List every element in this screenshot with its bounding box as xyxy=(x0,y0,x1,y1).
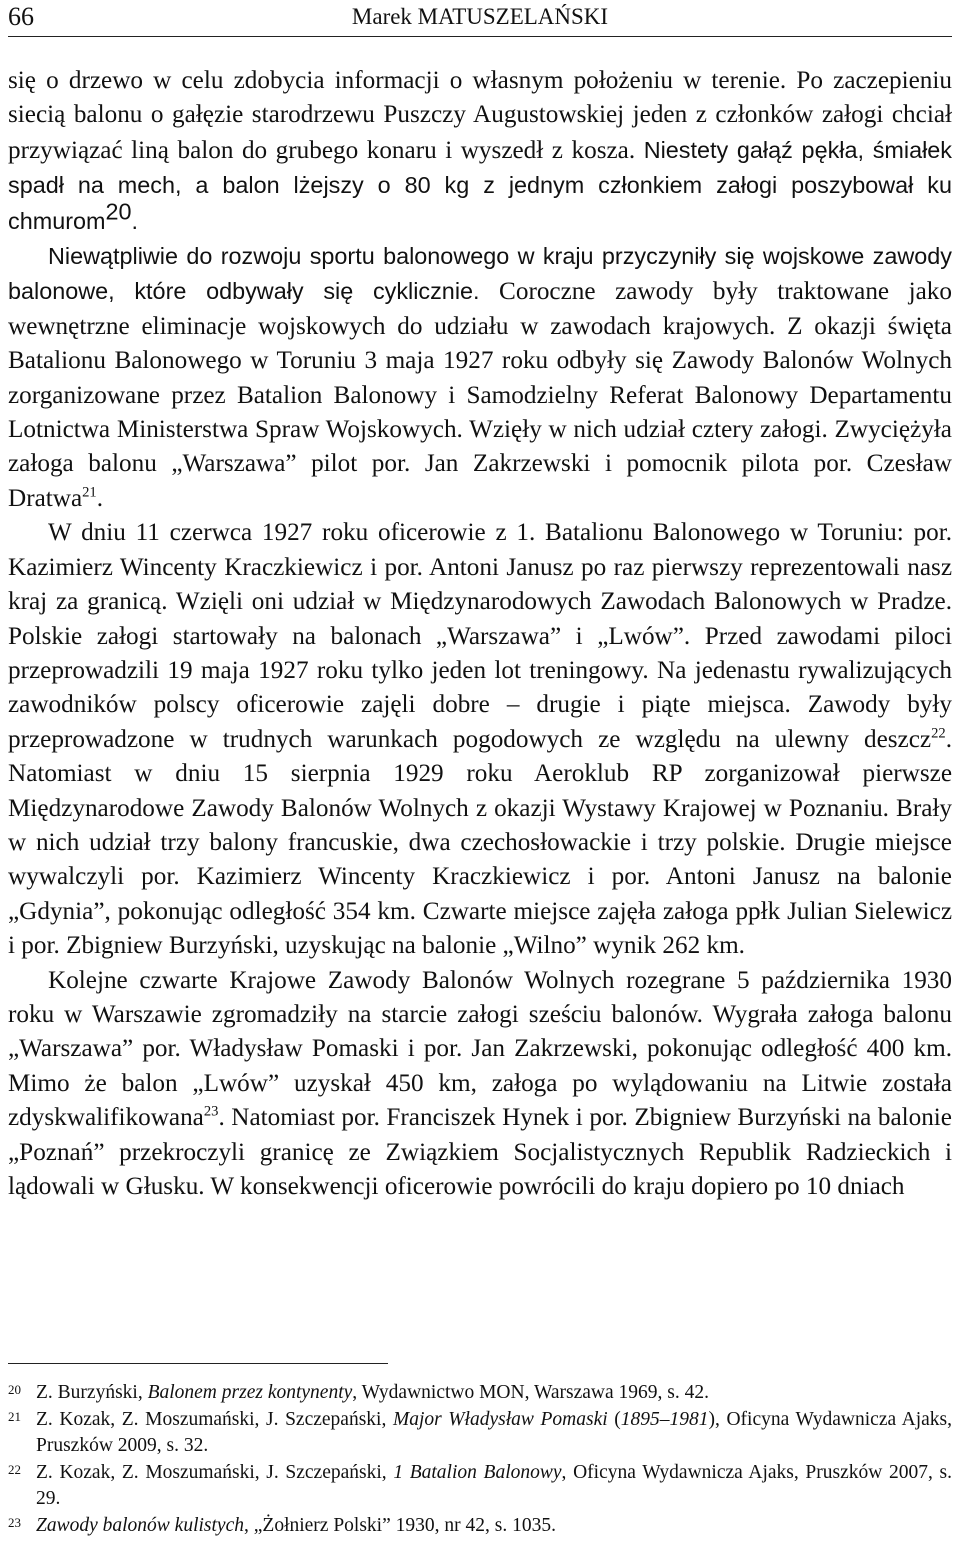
footnote-author: Z. Burzyński, xyxy=(36,1382,148,1403)
footnote-22 xyxy=(8,1460,952,1513)
footnote-number: 21 xyxy=(8,1408,21,1424)
footnote-rest: , Wydawnictwo MON, Warszawa 1969, s. 42. xyxy=(352,1382,709,1403)
footnote-mid: ( xyxy=(607,1408,621,1430)
paragraph-2 xyxy=(8,239,952,516)
footnote-20 xyxy=(8,1380,952,1407)
footnote-ref-20: 20 xyxy=(105,198,132,225)
footnote-rest: , Oficyna Wydawnicza Ajaks, Pruszków 2007, s. 29. xyxy=(36,1461,952,1509)
footnote-title: 1 Batalion Balonowy xyxy=(393,1461,562,1483)
paragraph-3 xyxy=(8,516,952,963)
footnote-number: 22 xyxy=(8,1461,21,1477)
footnote-ref-23: 23 xyxy=(203,1103,219,1120)
paragraph-3-text-b: . Natomiast w dniu 15 sierpnia 1929 roku Aeroklub RP zorganizował pierwsze Międzynarodowe Zawody Balonów Wolnych z okazji Wystawy Krajowej w Poznaniu. Brały w nich udział trzy balony francuskie, dwa czechosłowackie i trzy polskie. Drugie miejsce wywalczyli por. Kazimierz Wincenty Kraczkiewicz i por. Antoni Janusz na balonie „Gdynia”, pokonując odległość 354 km. Czwarte miejsce zajęła załoga ppłk Julian Sielewicz i por. Zbigniew Burzyński, uzyskując na balonie „Wilno” wynik 262 km. xyxy=(8,725,952,960)
footnote-title-dates: 1895–1981 xyxy=(620,1408,709,1430)
footnote-number: 20 xyxy=(8,1382,21,1397)
footnote-23 xyxy=(8,1513,952,1540)
footnotes xyxy=(8,1380,952,1539)
footnote-rest: ), Oficyna Wydawnicza Ajaks, Pruszków 2009, s. 32. xyxy=(36,1408,953,1456)
footnote-title: Major Władysław Pomaski xyxy=(392,1408,608,1430)
page-number: 66 xyxy=(8,2,34,31)
paragraph-4-text-a: Kolejne czwarte Krajowe Zawody Balonów Wolnych rozegrane 5 października 1930 roku w Warszawie zgromadziły na starcie załogi sześciu balonów. Wygrała załoga balonu „Warszawa” por. Władysław Pomaski i por. Jan Zakrzewski, pokonując odległość 400 km. Mimo że balon „Lwów” uzyskał 450 km, załoga po wylądowaniu na Litwie została zdyskwalifikowana xyxy=(8,966,952,1132)
paragraph-2-end: . xyxy=(96,484,104,512)
paragraph-4 xyxy=(8,964,952,1205)
paragraph-2-sans-text: Niewątpliwie do rozwoju sportu balonowego w kraju przyczyniły się wojskowe zawody balonowe, które odbywały się cyklicznie. xyxy=(8,243,952,305)
footnote-ref-22: 22 xyxy=(931,725,946,742)
footnote-author: Z. Kozak, Z. Moszumański, J. Szczepański, xyxy=(36,1408,393,1430)
paragraph-3-text-a: W dniu 11 czerwca 1927 roku oficerowie z 1. Batalionu Balonowego w Toruniu: por. Kazimierz Wincenty Kraczkiewicz i por. Antoni Janusz po raz pierwszy reprezentowali nasz kraj za granicą. Wzięli oni udział w Międzynarodowych Zawodach Balonowych w Pradze. Polskie załogi startowały na balonach „Warszawa” i „Lwów”. Przed zawodami piloci przeprowadzili 19 maja 1927 roku tylko jeden lot treningowy. Na jedenastu rywalizujących zawodników polscy oficerowie zajęli dobre – drugie i piąte miejsca. Zawody były przeprowadzone w trudnych warunkach pogodowych ze względu na ulewny deszcz xyxy=(8,519,952,753)
footnote-ref-21: 21 xyxy=(82,484,97,501)
paragraph-1-sans-text: Niestety gałąź pękła, śmiałek spadł na mech, a balon lżejszy o 80 kg z jednym członkiem załogi poszybował ku chmurom xyxy=(8,136,952,234)
paragraph-1-text: się o drzewo w celu zdobycia informacji o własnym położeniu w terenie. Po zaczepieniu siecią balonu o gałęzie starodrzewu Puszczy Augustowskiej jeden z członków załogi chciał przywiązać liną balon do grubego konaru i wyszedł z kosza. xyxy=(8,67,952,164)
footnote-rest: , „Żołnierz Polski” 1930, nr 42, s. 1035. xyxy=(244,1514,556,1536)
footnote-title: Balonem przez kontynenty xyxy=(147,1382,353,1403)
footnote-author: Z. Kozak, Z. Moszumański, J. Szczepański, xyxy=(36,1461,394,1483)
paragraph-1 xyxy=(8,64,952,239)
paragraph-4-text-b: . Natomiast por. Franciszek Hynek i por. Zbigniew Burzyński na balonie „Poznań” przekroczyli granicę ze Związkiem Socjalistycznych Republik Radzieckich i lądowali w Głusku. W konsekwencji oficerowie powrócili do kraju dopiero po 10 dniach xyxy=(8,1104,952,1200)
body-text xyxy=(8,64,952,1204)
footnote-number: 23 xyxy=(8,1514,21,1530)
footnote-separator xyxy=(8,1363,388,1364)
footnote-title: Zawody balonów kulistych xyxy=(36,1514,244,1536)
footnote-21 xyxy=(8,1407,952,1460)
running-head: Marek MATUSZELAŃSKI xyxy=(351,4,609,29)
paragraph-2-text: Coroczne zawody były traktowane jako wewnętrzne eliminacje wojskowych do udziału w zawodach krajowych. Z okazji święta Batalionu Balonowego w Toruniu 3 maja 1927 roku odbyły się Zawody Balonów Wolnych zorganizowane przez Batalion Balonowy i Samodzielny Referat Balonowy Departamentu Lotnictwa Ministerstwa Spraw Wojskowych. Wzięły w nich udział cztery załogi. Zwyciężyła załoga balonu „Warszawa” pilot por. Jan Zakrzewski i pomocnik pilota por. Czesław Dratwa xyxy=(8,278,952,512)
paragraph-1-end: . xyxy=(131,207,139,234)
page-header xyxy=(8,2,952,37)
